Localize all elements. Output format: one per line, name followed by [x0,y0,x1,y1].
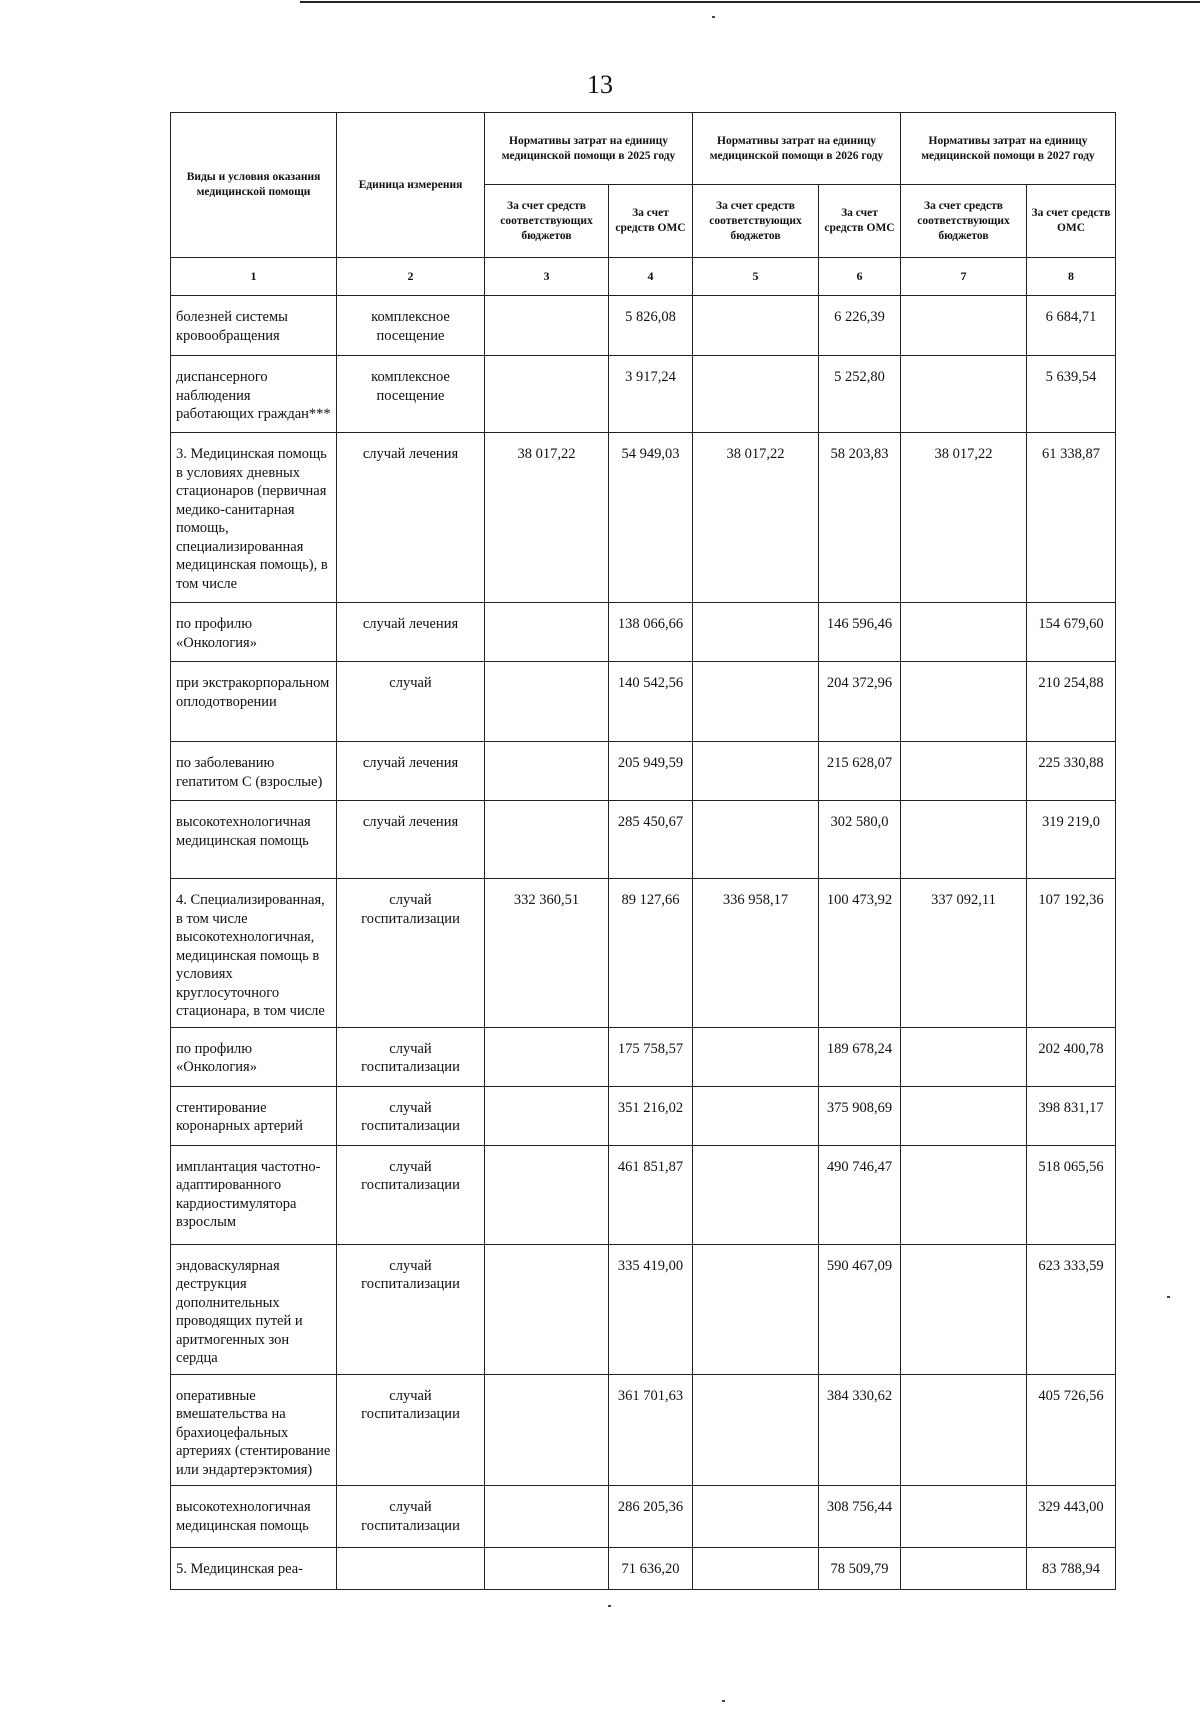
oms-2027-cell: 83 788,94 [1027,1548,1116,1590]
budget-2026-cell [693,1027,819,1086]
row-type-cell: при экстракорпоральном оплодотворении [171,662,337,742]
row-type-cell: по профилю «Онкология» [171,1027,337,1086]
budget-2027-cell [901,603,1027,662]
budget-2025-cell [485,1244,609,1374]
row-type-cell: по заболеванию гепатитом С (взрослые) [171,742,337,801]
oms-2027-cell: 225 330,88 [1027,742,1116,801]
budget-2026-cell: 336 958,17 [693,879,819,1028]
table-row [171,603,1116,662]
table-row [171,356,1116,433]
table-row [171,662,1116,742]
budget-2025-cell [485,742,609,801]
row-type-cell: оперативные вмешательства на брахиоцефальных артериях (стентирование или эндартерэктомия) [171,1374,337,1486]
oms-2026-cell: 6 226,39 [819,296,901,356]
header-budget-2025: За счет средств соответствующих бюджетов [485,185,609,258]
row-unit-cell: случай лечения [337,742,485,801]
table-row [171,1244,1116,1374]
oms-2025-cell: 138 066,66 [609,603,693,662]
table-row [171,1086,1116,1145]
oms-2026-cell: 375 908,69 [819,1086,901,1145]
row-type-cell: 3. Медицинская помощь в условиях дневных стационаров (первичная медико-санитарная помощь, специализированная медицинская помощь), в том числе [171,433,337,603]
col-number: 6 [819,258,901,296]
oms-2025-cell: 335 419,00 [609,1244,693,1374]
table-row [171,1027,1116,1086]
row-unit-cell: случай госпитализации [337,1086,485,1145]
oms-2026-cell: 189 678,24 [819,1027,901,1086]
budget-2025-cell [485,1486,609,1548]
budget-2027-cell [901,1486,1027,1548]
table-row [171,1486,1116,1548]
header-oms-2027: За счет средств ОМС [1027,185,1116,258]
row-unit-cell: случай госпитализации [337,1145,485,1244]
oms-2026-cell: 490 746,47 [819,1145,901,1244]
header-budget-2026: За счет средств соответствующих бюджетов [693,185,819,258]
header-unit: Единица измерения [337,113,485,258]
budget-2025-cell [485,296,609,356]
budget-2027-cell [901,742,1027,801]
budget-2026-cell [693,662,819,742]
oms-2026-cell: 384 330,62 [819,1374,901,1486]
oms-2026-cell: 215 628,07 [819,742,901,801]
oms-2025-cell: 3 917,24 [609,356,693,433]
budget-2026-cell [693,603,819,662]
header-type: Виды и условия оказания медицинской помощи [171,113,337,258]
budget-2026-cell [693,801,819,879]
budget-2027-cell [901,1244,1027,1374]
table-body [171,296,1116,1590]
budget-2027-cell [901,356,1027,433]
oms-2025-cell: 54 949,03 [609,433,693,603]
oms-2025-cell: 361 701,63 [609,1374,693,1486]
table-row [171,1374,1116,1486]
table-row [171,1548,1116,1590]
budget-2027-cell [901,1145,1027,1244]
row-type-cell: 4. Специализированная, в том числе высокотехнологичная, медицинская помощь в условиях круглосуточного стационара, в том числе [171,879,337,1028]
row-unit-cell: случай госпитализации [337,1374,485,1486]
budget-2026-cell [693,1374,819,1486]
budget-2026-cell [693,356,819,433]
budget-2026-cell [693,1548,819,1590]
row-unit-cell [337,1548,485,1590]
table-row [171,433,1116,603]
header-budget-2027: За счет средств соответствующих бюджетов [901,185,1027,258]
row-type-cell: диспансерного наблюдения работающих граждан*** [171,356,337,433]
row-unit-cell: случай госпитализации [337,879,485,1028]
row-unit-cell: комплексное посещение [337,356,485,433]
scan-speck [712,16,715,18]
oms-2025-cell: 286 205,36 [609,1486,693,1548]
row-type-cell: высокотехнологичная медицинская помощь [171,1486,337,1548]
budget-2026-cell [693,1486,819,1548]
oms-2026-cell: 5 252,80 [819,356,901,433]
col-number: 2 [337,258,485,296]
row-unit-cell: комплексное посещение [337,296,485,356]
budget-2025-cell: 38 017,22 [485,433,609,603]
row-unit-cell: случай [337,662,485,742]
budget-2025-cell [485,1145,609,1244]
budget-2026-cell [693,1145,819,1244]
oms-2027-cell: 518 065,56 [1027,1145,1116,1244]
oms-2026-cell: 204 372,96 [819,662,901,742]
row-type-cell: высокотехнологичная медицинская помощь [171,801,337,879]
budget-2026-cell [693,1086,819,1145]
row-unit-cell: случай госпитализации [337,1486,485,1548]
oms-2027-cell: 154 679,60 [1027,603,1116,662]
scan-speck [608,1605,611,1607]
oms-2026-cell: 78 509,79 [819,1548,901,1590]
oms-2025-cell: 71 636,20 [609,1548,693,1590]
header-2027: Нормативы затрат на единицу медицинской помощи в 2027 году [901,113,1116,185]
oms-2026-cell: 302 580,0 [819,801,901,879]
budget-2027-cell [901,296,1027,356]
budget-2027-cell [901,1086,1027,1145]
oms-2027-cell: 398 831,17 [1027,1086,1116,1145]
scan-edge-line [300,1,1200,3]
scan-speck [1167,1296,1170,1298]
budget-2025-cell [485,1086,609,1145]
budget-2027-cell [901,1374,1027,1486]
scan-speck [722,1700,725,1702]
col-number: 8 [1027,258,1116,296]
row-type-cell: по профилю «Онкология» [171,603,337,662]
budget-2025-cell [485,801,609,879]
budget-2027-cell: 337 092,11 [901,879,1027,1028]
cost-norms-table [170,112,1116,1590]
oms-2027-cell: 405 726,56 [1027,1374,1116,1486]
budget-2025-cell [485,662,609,742]
row-type-cell: болезней системы кровообращения [171,296,337,356]
budget-2025-cell [485,1027,609,1086]
oms-2027-cell: 210 254,88 [1027,662,1116,742]
budget-2025-cell [485,1374,609,1486]
budget-2027-cell [901,1548,1027,1590]
header-oms-2025: За счет средств ОМС [609,185,693,258]
oms-2027-cell: 623 333,59 [1027,1244,1116,1374]
col-number: 5 [693,258,819,296]
table-row [171,742,1116,801]
oms-2027-cell: 319 219,0 [1027,801,1116,879]
budget-2025-cell [485,1548,609,1590]
table-row [171,801,1116,879]
oms-2025-cell: 175 758,57 [609,1027,693,1086]
row-unit-cell: случай лечения [337,433,485,603]
budget-2025-cell: 332 360,51 [485,879,609,1028]
row-unit-cell: случай лечения [337,801,485,879]
oms-2027-cell: 329 443,00 [1027,1486,1116,1548]
oms-2025-cell: 89 127,66 [609,879,693,1028]
oms-2026-cell: 58 203,83 [819,433,901,603]
oms-2025-cell: 140 542,56 [609,662,693,742]
oms-2025-cell: 461 851,87 [609,1145,693,1244]
oms-2027-cell: 107 192,36 [1027,879,1116,1028]
col-number: 4 [609,258,693,296]
oms-2027-cell: 5 639,54 [1027,356,1116,433]
row-type-cell: эндоваскулярная деструкция дополнительных проводящих путей и аритмогенных зон сердца [171,1244,337,1374]
table-row [171,296,1116,356]
oms-2026-cell: 100 473,92 [819,879,901,1028]
budget-2025-cell [485,603,609,662]
row-type-cell: стентирование коронарных артерий [171,1086,337,1145]
oms-2025-cell: 205 949,59 [609,742,693,801]
table-row [171,1145,1116,1244]
budget-2026-cell: 38 017,22 [693,433,819,603]
header-2025: Нормативы затрат на единицу медицинской помощи в 2025 году [485,113,693,185]
budget-2025-cell [485,356,609,433]
oms-2026-cell: 308 756,44 [819,1486,901,1548]
budget-2026-cell [693,296,819,356]
row-type-cell: 5. Медицинская реа- [171,1548,337,1590]
oms-2027-cell: 6 684,71 [1027,296,1116,356]
header-2026: Нормативы затрат на единицу медицинской помощи в 2026 году [693,113,901,185]
budget-2026-cell [693,1244,819,1374]
oms-2025-cell: 351 216,02 [609,1086,693,1145]
oms-2025-cell: 285 450,67 [609,801,693,879]
row-unit-cell: случай лечения [337,603,485,662]
col-number: 1 [171,258,337,296]
table-row [171,879,1116,1028]
row-unit-cell: случай госпитализации [337,1244,485,1374]
oms-2025-cell: 5 826,08 [609,296,693,356]
row-type-cell: имплантация частотно-адаптированного кардиостимулятора взрослым [171,1145,337,1244]
page-number: 13 [587,70,613,99]
header-oms-2026: За счет средств ОМС [819,185,901,258]
oms-2026-cell: 590 467,09 [819,1244,901,1374]
budget-2027-cell [901,801,1027,879]
budget-2026-cell [693,742,819,801]
row-unit-cell: случай госпитализации [337,1027,485,1086]
budget-2027-cell [901,1027,1027,1086]
oms-2027-cell: 202 400,78 [1027,1027,1116,1086]
budget-2027-cell [901,662,1027,742]
col-number: 7 [901,258,1027,296]
budget-2027-cell: 38 017,22 [901,433,1027,603]
col-number: 3 [485,258,609,296]
oms-2026-cell: 146 596,46 [819,603,901,662]
oms-2027-cell: 61 338,87 [1027,433,1116,603]
